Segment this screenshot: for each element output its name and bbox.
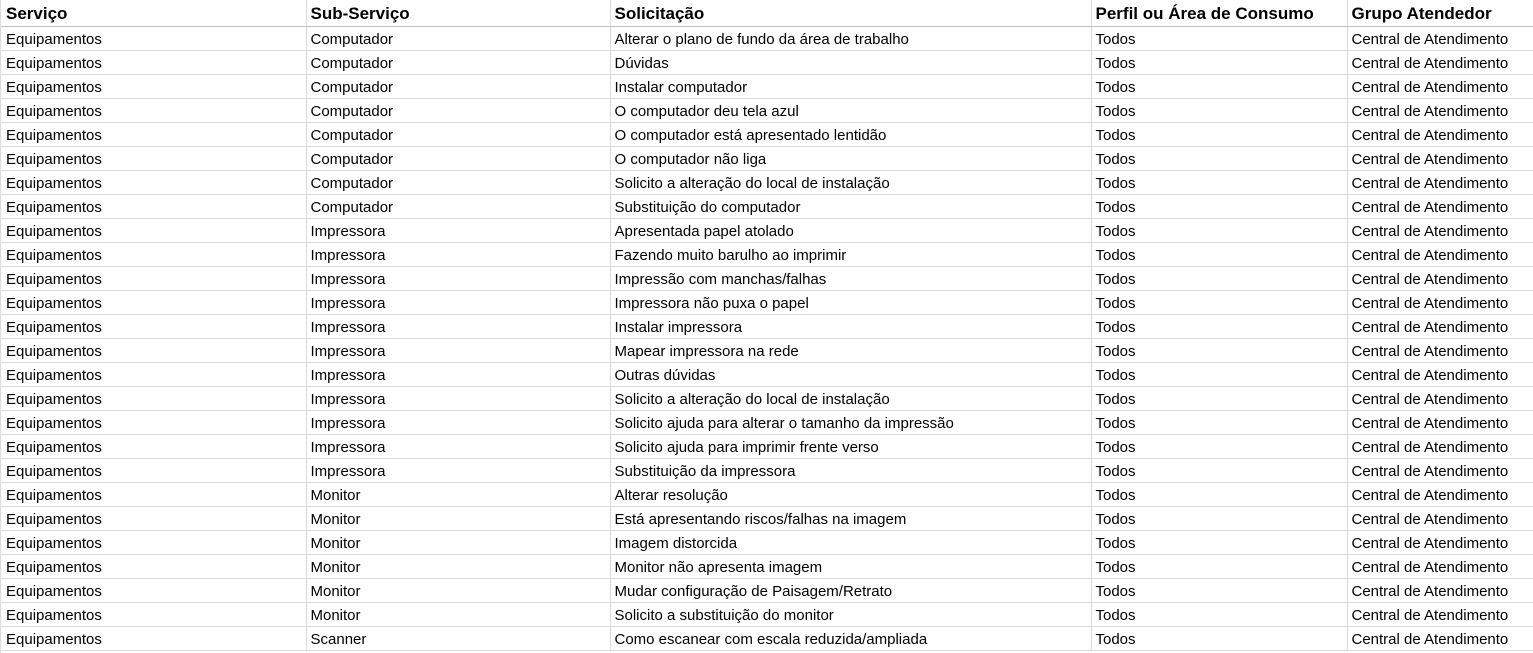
perfil-cell[interactable]: Todos [1091, 314, 1347, 338]
table-row [0, 266, 1533, 290]
solicitacao-cell[interactable]: Mudar configuração de Paisagem/Retrato [610, 578, 1091, 602]
sheet-left-border [0, 0, 1, 653]
perfil-cell[interactable]: Todos [1091, 434, 1347, 458]
table-row [0, 482, 1533, 506]
table-row [0, 554, 1533, 578]
perfil-cell[interactable]: Todos [1091, 146, 1347, 170]
servico-cell[interactable]: Equipamentos [0, 314, 306, 338]
solicitacao-cell[interactable]: Solicito a alteração do local de instalação [610, 386, 1091, 410]
solicitacao-cell[interactable]: Instalar impressora [610, 314, 1091, 338]
table-row [0, 626, 1533, 650]
servico-cell[interactable]: Equipamentos [0, 362, 306, 386]
perfil-cell[interactable]: Todos [1091, 554, 1347, 578]
solicitacao-cell[interactable]: Impressora não puxa o papel [610, 290, 1091, 314]
perfil-cell[interactable]: Todos [1091, 410, 1347, 434]
sub-servico-cell[interactable]: Monitor [306, 602, 610, 626]
sub-servico-cell[interactable]: Computador [306, 194, 610, 218]
servico-cell[interactable]: Equipamentos [0, 482, 306, 506]
table-row [0, 362, 1533, 386]
sub-servico-cell[interactable]: Impressora [306, 362, 610, 386]
sub-servico-cell[interactable]: Impressora [306, 314, 610, 338]
header-cell-sub-servico[interactable]: Sub-Serviço [306, 0, 610, 26]
servico-cell[interactable]: Equipamentos [0, 122, 306, 146]
solicitacao-cell[interactable]: O computador está apresentado lentidão [610, 122, 1091, 146]
servico-cell[interactable]: Equipamentos [0, 98, 306, 122]
servico-cell[interactable]: Equipamentos [0, 530, 306, 554]
grupo-atendedor-cell[interactable]: Central de Atendimento [1347, 602, 1533, 626]
grupo-atendedor-cell[interactable]: Central de Atendimento [1347, 122, 1533, 146]
servico-cell[interactable]: Equipamentos [0, 170, 306, 194]
solicitacao-cell[interactable]: Dúvidas [610, 50, 1091, 74]
header-cell-grupo-atendedor[interactable]: Grupo Atendedor [1347, 0, 1533, 26]
grupo-atendedor-cell[interactable]: Central de Atendimento [1347, 242, 1533, 266]
perfil-cell[interactable]: Todos [1091, 458, 1347, 482]
grupo-atendedor-cell[interactable]: Central de Atendimento [1347, 434, 1533, 458]
perfil-cell[interactable]: Todos [1091, 602, 1347, 626]
perfil-cell[interactable]: Todos [1091, 506, 1347, 530]
grupo-atendedor-cell[interactable]: Central de Atendimento [1347, 338, 1533, 362]
servico-cell[interactable]: Equipamentos [0, 458, 306, 482]
grupo-atendedor-cell[interactable]: Central de Atendimento [1347, 74, 1533, 98]
servico-cell[interactable]: Equipamentos [0, 554, 306, 578]
solicitacao-cell[interactable]: Substituição do computador [610, 194, 1091, 218]
perfil-cell[interactable]: Todos [1091, 74, 1347, 98]
servico-cell[interactable]: Equipamentos [0, 74, 306, 98]
table-row [0, 26, 1533, 50]
table-row [0, 578, 1533, 602]
perfil-cell[interactable]: Todos [1091, 194, 1347, 218]
servico-cell[interactable]: Equipamentos [0, 506, 306, 530]
solicitacao-cell[interactable]: Apresentada papel atolado [610, 218, 1091, 242]
sub-servico-cell[interactable]: Impressora [306, 242, 610, 266]
servico-cell[interactable]: Equipamentos [0, 602, 306, 626]
sub-servico-cell[interactable]: Impressora [306, 290, 610, 314]
grupo-atendedor-cell[interactable]: Central de Atendimento [1347, 506, 1533, 530]
perfil-cell[interactable]: Todos [1091, 122, 1347, 146]
perfil-cell[interactable]: Todos [1091, 218, 1347, 242]
solicitacao-cell[interactable]: Solicito ajuda para alterar o tamanho da impressão [610, 410, 1091, 434]
table-row [0, 74, 1533, 98]
grupo-atendedor-cell[interactable]: Central de Atendimento [1347, 314, 1533, 338]
table-row [0, 530, 1533, 554]
sub-servico-cell[interactable]: Monitor [306, 530, 610, 554]
solicitacao-cell[interactable]: Substituição da impressora [610, 458, 1091, 482]
servico-cell[interactable]: Equipamentos [0, 146, 306, 170]
table-row [0, 50, 1533, 74]
servico-cell[interactable]: Equipamentos [0, 218, 306, 242]
table-row [0, 122, 1533, 146]
servico-cell[interactable]: Equipamentos [0, 434, 306, 458]
grupo-atendedor-cell[interactable]: Central de Atendimento [1347, 26, 1533, 50]
perfil-cell[interactable]: Todos [1091, 578, 1347, 602]
solicitacao-cell[interactable]: Fazendo muito barulho ao imprimir [610, 242, 1091, 266]
table-row [0, 98, 1533, 122]
sub-servico-cell[interactable]: Computador [306, 122, 610, 146]
perfil-cell[interactable]: Todos [1091, 170, 1347, 194]
sub-servico-cell[interactable]: Computador [306, 50, 610, 74]
solicitacao-cell[interactable]: Mapear impressora na rede [610, 338, 1091, 362]
sub-servico-cell[interactable]: Impressora [306, 338, 610, 362]
solicitacao-cell[interactable]: Solicito a substituição do monitor [610, 602, 1091, 626]
sub-servico-cell[interactable]: Impressora [306, 266, 610, 290]
table-row [0, 434, 1533, 458]
perfil-cell[interactable]: Todos [1091, 98, 1347, 122]
table-row [0, 506, 1533, 530]
servico-cell[interactable]: Equipamentos [0, 266, 306, 290]
servico-cell[interactable]: Equipamentos [0, 410, 306, 434]
table-row [0, 146, 1533, 170]
header-cell-servico[interactable]: Serviço [0, 0, 306, 26]
perfil-cell[interactable]: Todos [1091, 626, 1347, 650]
grupo-atendedor-cell[interactable]: Central de Atendimento [1347, 218, 1533, 242]
perfil-cell[interactable]: Todos [1091, 338, 1347, 362]
table-row [0, 194, 1533, 218]
table-row [0, 386, 1533, 410]
grupo-atendedor-cell[interactable]: Central de Atendimento [1347, 626, 1533, 650]
grupo-atendedor-cell[interactable]: Central de Atendimento [1347, 98, 1533, 122]
table-row [0, 410, 1533, 434]
perfil-cell[interactable]: Todos [1091, 26, 1347, 50]
grupo-atendedor-cell[interactable]: Central de Atendimento [1347, 290, 1533, 314]
solicitacao-cell[interactable]: Imagem distorcida [610, 530, 1091, 554]
sub-servico-cell[interactable]: Monitor [306, 506, 610, 530]
solicitacao-cell[interactable]: Solicito a alteração do local de instalação [610, 170, 1091, 194]
sub-servico-cell[interactable]: Scanner [306, 626, 610, 650]
sub-servico-cell[interactable]: Impressora [306, 218, 610, 242]
grupo-atendedor-cell[interactable]: Central de Atendimento [1347, 386, 1533, 410]
sub-servico-cell[interactable]: Computador [306, 98, 610, 122]
servico-cell[interactable]: Equipamentos [0, 26, 306, 50]
perfil-cell[interactable]: Todos [1091, 386, 1347, 410]
grupo-atendedor-cell[interactable]: Central de Atendimento [1347, 146, 1533, 170]
solicitacao-cell[interactable]: Como escanear com escala reduzida/ampliada [610, 626, 1091, 650]
grupo-atendedor-cell[interactable]: Central de Atendimento [1347, 410, 1533, 434]
servico-cell[interactable]: Equipamentos [0, 242, 306, 266]
solicitacao-cell[interactable]: Alterar o plano de fundo da área de trabalho [610, 26, 1091, 50]
solicitacao-cell[interactable]: O computador deu tela azul [610, 98, 1091, 122]
grupo-atendedor-cell[interactable]: Central de Atendimento [1347, 170, 1533, 194]
grupo-atendedor-cell[interactable]: Central de Atendimento [1347, 266, 1533, 290]
table-row [0, 290, 1533, 314]
sub-servico-cell[interactable]: Computador [306, 146, 610, 170]
table-row [0, 242, 1533, 266]
perfil-cell[interactable]: Todos [1091, 482, 1347, 506]
servico-cell[interactable]: Equipamentos [0, 578, 306, 602]
perfil-cell[interactable]: Todos [1091, 242, 1347, 266]
solicitacao-cell[interactable]: Impressão com manchas/falhas [610, 266, 1091, 290]
grupo-atendedor-cell[interactable]: Central de Atendimento [1347, 362, 1533, 386]
sub-servico-cell[interactable]: Computador [306, 26, 610, 50]
header-cell-perfil[interactable]: Perfil ou Área de Consumo [1091, 0, 1347, 26]
perfil-cell[interactable]: Todos [1091, 266, 1347, 290]
header-cell-solicitacao[interactable]: Solicitação [610, 0, 1091, 26]
table-row [0, 602, 1533, 626]
table-row [0, 314, 1533, 338]
grupo-atendedor-cell[interactable]: Central de Atendimento [1347, 554, 1533, 578]
servico-cell[interactable]: Equipamentos [0, 338, 306, 362]
sub-servico-cell[interactable]: Monitor [306, 554, 610, 578]
solicitacao-cell[interactable]: O computador não liga [610, 146, 1091, 170]
sub-servico-cell[interactable]: Impressora [306, 434, 610, 458]
grupo-atendedor-cell[interactable]: Central de Atendimento [1347, 458, 1533, 482]
perfil-cell[interactable]: Todos [1091, 290, 1347, 314]
perfil-cell[interactable]: Todos [1091, 50, 1347, 74]
sub-servico-cell[interactable]: Computador [306, 170, 610, 194]
servico-cell[interactable]: Equipamentos [0, 50, 306, 74]
table-row [0, 458, 1533, 482]
solicitacao-cell[interactable]: Instalar computador [610, 74, 1091, 98]
sub-servico-cell[interactable]: Impressora [306, 458, 610, 482]
sub-servico-cell[interactable]: Monitor [306, 578, 610, 602]
sub-servico-cell[interactable]: Impressora [306, 386, 610, 410]
sub-servico-cell[interactable]: Impressora [306, 410, 610, 434]
grupo-atendedor-cell[interactable]: Central de Atendimento [1347, 482, 1533, 506]
table-row [0, 338, 1533, 362]
grupo-atendedor-cell[interactable]: Central de Atendimento [1347, 578, 1533, 602]
perfil-cell[interactable]: Todos [1091, 362, 1347, 386]
solicitacao-cell[interactable]: Solicito ajuda para imprimir frente verso [610, 434, 1091, 458]
servico-cell[interactable]: Equipamentos [0, 290, 306, 314]
perfil-cell[interactable]: Todos [1091, 530, 1347, 554]
table-row [0, 218, 1533, 242]
header-row [0, 0, 1533, 26]
servico-cell[interactable]: Equipamentos [0, 194, 306, 218]
solicitacao-cell[interactable]: Alterar resolução [610, 482, 1091, 506]
sub-servico-cell[interactable]: Computador [306, 74, 610, 98]
servico-cell[interactable]: Equipamentos [0, 626, 306, 650]
solicitacao-cell[interactable]: Monitor não apresenta imagem [610, 554, 1091, 578]
grupo-atendedor-cell[interactable]: Central de Atendimento [1347, 50, 1533, 74]
table-row [0, 170, 1533, 194]
grupo-atendedor-cell[interactable]: Central de Atendimento [1347, 530, 1533, 554]
servico-cell[interactable]: Equipamentos [0, 386, 306, 410]
solicitacao-cell[interactable]: Está apresentando riscos/falhas na imagem [610, 506, 1091, 530]
sub-servico-cell[interactable]: Monitor [306, 482, 610, 506]
solicitacao-cell[interactable]: Outras dúvidas [610, 362, 1091, 386]
grupo-atendedor-cell[interactable]: Central de Atendimento [1347, 194, 1533, 218]
